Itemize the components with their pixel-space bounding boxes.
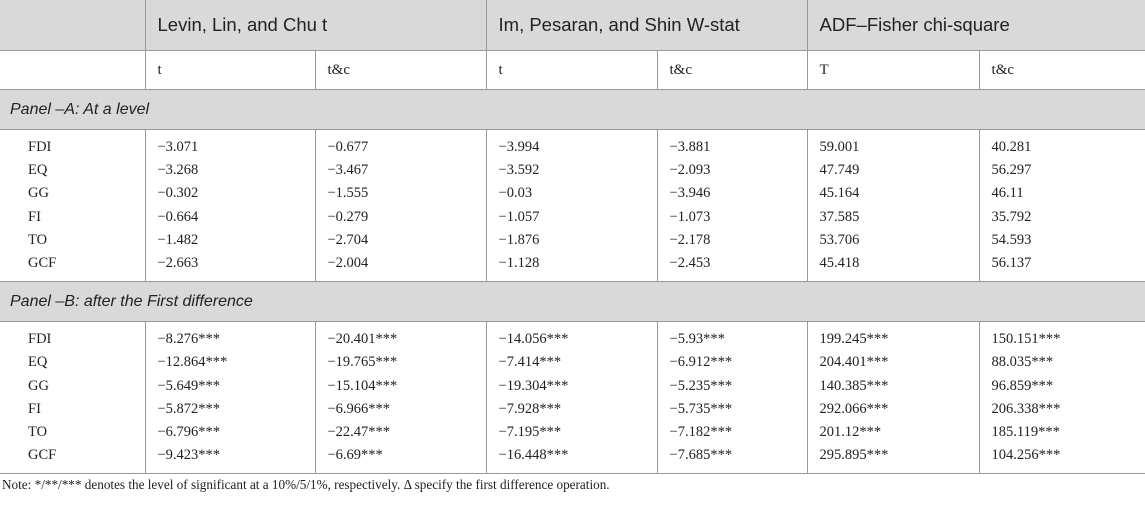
panel-title: Panel –B: after the First difference <box>0 282 1145 322</box>
variable-label: FI <box>28 208 41 225</box>
stat-value-cell: 140.385*** <box>807 375 979 398</box>
stat-value-cell: 54.593 <box>979 229 1145 252</box>
stat-value-cell: −7.928*** <box>486 398 657 421</box>
panel-header-row <box>0 90 1145 130</box>
table-row <box>0 375 1145 398</box>
panel-title: Panel –A: At a level <box>0 90 1145 130</box>
stat-value-cell: 201.12*** <box>807 421 979 444</box>
stat-value-cell: 47.749 <box>807 159 979 182</box>
variable-label: EQ <box>28 162 48 179</box>
subheader-cell: t <box>486 51 657 90</box>
subheader-corner <box>0 51 145 90</box>
stat-value-cell: −3.467 <box>315 159 486 182</box>
stat-value-cell: −3.071 <box>145 130 315 160</box>
subheader-cell: t&c <box>979 51 1145 90</box>
stat-value-cell: 37.585 <box>807 206 979 229</box>
stat-value-cell: 53.706 <box>807 229 979 252</box>
table-row <box>0 252 1145 282</box>
header-group-adf: ADF–Fisher chi-square <box>807 0 1145 51</box>
table-header <box>0 0 1145 90</box>
stat-value-cell: −2.178 <box>657 229 807 252</box>
stat-value-cell: −2.004 <box>315 252 486 282</box>
variable-label: GCF <box>0 444 145 474</box>
stat-value-cell: −1.128 <box>486 252 657 282</box>
stat-value-cell: 56.297 <box>979 159 1145 182</box>
stat-value-cell: −2.663 <box>145 252 315 282</box>
stat-value-cell: −2.704 <box>315 229 486 252</box>
stat-value-cell: −8.276*** <box>145 322 315 352</box>
stat-value-cell: −19.765*** <box>315 351 486 374</box>
stat-value-cell: −5.93*** <box>657 322 807 352</box>
subheader-cell: t&c <box>657 51 807 90</box>
stat-value-cell: 59.001 <box>807 130 979 160</box>
stat-value-cell: 46.11 <box>979 182 1145 205</box>
table-row <box>0 398 1145 421</box>
stat-value-cell: −1.057 <box>486 206 657 229</box>
stat-value-cell: −3.881 <box>657 130 807 160</box>
header-group-ips: Im, Pesaran, and Shin W-stat <box>486 0 807 51</box>
stat-value-cell: 40.281 <box>979 130 1145 160</box>
variable-label: FDI <box>28 331 52 348</box>
stat-value-cell: −1.073 <box>657 206 807 229</box>
table-row <box>0 130 1145 160</box>
stat-value-cell: −22.47*** <box>315 421 486 444</box>
variable-label: GG <box>28 185 49 202</box>
stat-value-cell: 150.151*** <box>979 322 1145 352</box>
stat-value-cell: −3.994 <box>486 130 657 160</box>
stat-value-cell: 56.137 <box>979 252 1145 282</box>
variable-label: FDI <box>28 139 52 156</box>
stat-value-cell: −19.304*** <box>486 375 657 398</box>
header-sub-row <box>0 51 1145 90</box>
stat-value-cell: −0.03 <box>486 182 657 205</box>
stat-value-cell: −5.235*** <box>657 375 807 398</box>
header-corner <box>0 0 145 51</box>
stat-value-cell: −6.69*** <box>315 444 486 474</box>
subheader-cell: t <box>145 51 315 90</box>
header-group-llc: Levin, Lin, and Chu t <box>145 0 486 51</box>
table-row <box>0 351 1145 374</box>
stat-value-cell: −7.182*** <box>657 421 807 444</box>
table-row <box>0 444 1145 474</box>
stat-value-cell: −7.195*** <box>486 421 657 444</box>
stat-value-cell: −20.401*** <box>315 322 486 352</box>
table-body <box>0 90 1145 474</box>
stat-value-cell: −2.093 <box>657 159 807 182</box>
panel-header-row <box>0 282 1145 322</box>
stat-value-cell: −1.555 <box>315 182 486 205</box>
table-row <box>0 322 1145 352</box>
stat-value-cell: 199.245*** <box>807 322 979 352</box>
stat-value-cell: 295.895*** <box>807 444 979 474</box>
stat-value-cell: −3.268 <box>145 159 315 182</box>
stat-value-cell: −0.279 <box>315 206 486 229</box>
stat-value-cell: −12.864*** <box>145 351 315 374</box>
stat-value-cell: −14.056*** <box>486 322 657 352</box>
subheader-cell: T <box>807 51 979 90</box>
table-note: Note: */**/*** denotes the level of significant at a 10%/5/1%, respectively. Δ specify the first difference operation. <box>2 477 610 493</box>
variable-label: FI <box>28 400 41 417</box>
stat-value-cell: −6.912*** <box>657 351 807 374</box>
subheader-cell: t&c <box>315 51 486 90</box>
stat-value-cell: 45.418 <box>807 252 979 282</box>
table-row <box>0 206 1145 229</box>
stat-value-cell: 292.066*** <box>807 398 979 421</box>
stat-value-cell: 206.338*** <box>979 398 1145 421</box>
variable-label: GG <box>28 377 49 394</box>
stat-value-cell: −7.685*** <box>657 444 807 474</box>
stat-value-cell: −7.414*** <box>486 351 657 374</box>
stat-value-cell: −1.482 <box>145 229 315 252</box>
stat-value-cell: 185.119*** <box>979 421 1145 444</box>
stat-value-cell: −0.664 <box>145 206 315 229</box>
variable-label: TO <box>28 231 48 248</box>
stat-value-cell: −5.735*** <box>657 398 807 421</box>
stat-value-cell: −5.649*** <box>145 375 315 398</box>
stat-value-cell: 45.164 <box>807 182 979 205</box>
stat-value-cell: 88.035*** <box>979 351 1145 374</box>
stat-value-cell: −1.876 <box>486 229 657 252</box>
stat-value-cell: 96.859*** <box>979 375 1145 398</box>
stat-value-cell: −3.592 <box>486 159 657 182</box>
table-row <box>0 421 1145 444</box>
stat-value-cell: −6.796*** <box>145 421 315 444</box>
header-group-row <box>0 0 1145 51</box>
stat-value-cell: −2.453 <box>657 252 807 282</box>
stat-value-cell: −15.104*** <box>315 375 486 398</box>
variable-label: EQ <box>28 354 48 371</box>
stat-value-cell: −0.302 <box>145 182 315 205</box>
stat-value-cell: 104.256*** <box>979 444 1145 474</box>
stat-value-cell: −3.946 <box>657 182 807 205</box>
table-row <box>0 229 1145 252</box>
stat-value-cell: −6.966*** <box>315 398 486 421</box>
variable-label: GCF <box>0 252 145 282</box>
variable-label: TO <box>28 423 48 440</box>
stat-value-cell: −0.677 <box>315 130 486 160</box>
stat-value-cell: −16.448*** <box>486 444 657 474</box>
stat-value-cell: 204.401*** <box>807 351 979 374</box>
table-row <box>0 182 1145 205</box>
table-row <box>0 159 1145 182</box>
stat-value-cell: −9.423*** <box>145 444 315 474</box>
stat-value-cell: 35.792 <box>979 206 1145 229</box>
stat-value-cell: −5.872*** <box>145 398 315 421</box>
